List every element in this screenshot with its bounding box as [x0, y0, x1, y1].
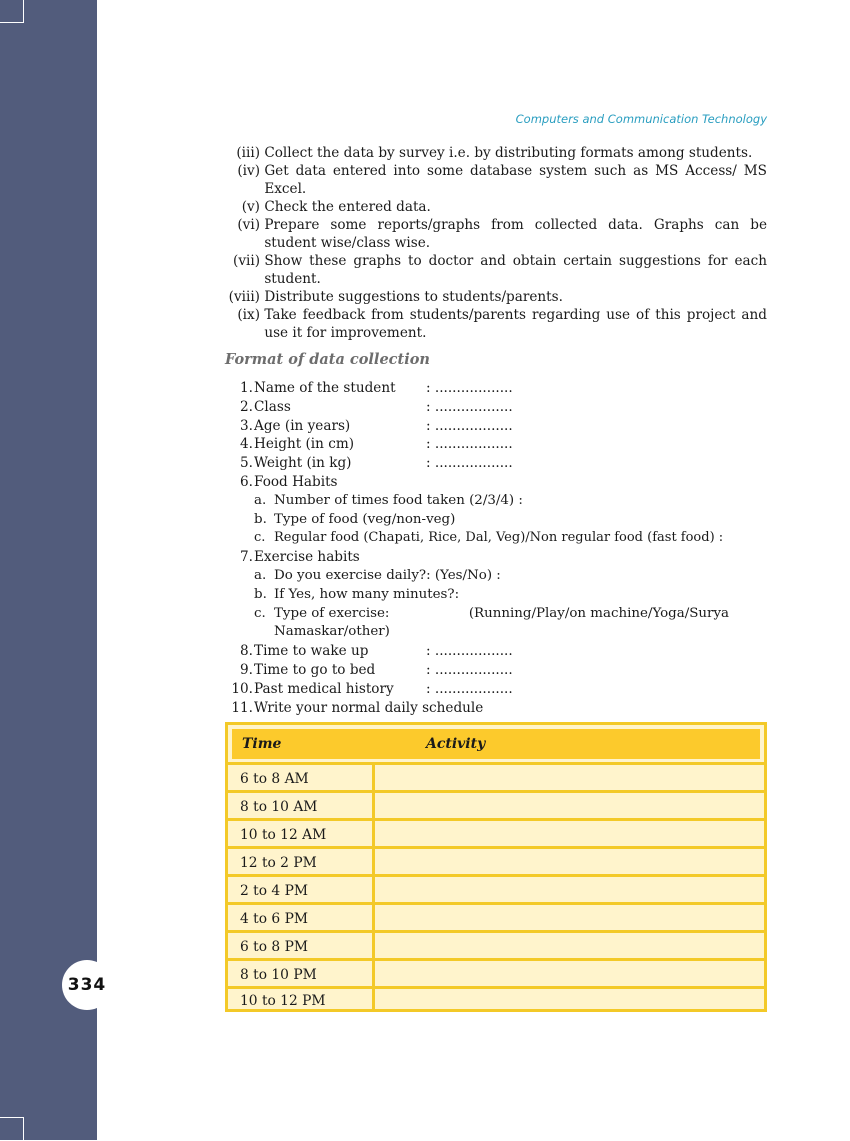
table-row [228, 902, 764, 933]
fill-blank: : .................. [426, 680, 513, 697]
form-row-food-habits: 6. Food Habits [227, 473, 772, 492]
form-label: Food Habits [254, 473, 338, 490]
section-heading: Format of data collection [225, 351, 430, 368]
activity-cell [375, 961, 764, 989]
activity-cell [375, 793, 764, 821]
table-row [228, 846, 764, 877]
fill-blank: : .................. [426, 661, 513, 678]
time-cell: 8 to 10 AM [228, 793, 375, 821]
form-subitem: b. Type of food (veg/non-veg) [254, 511, 456, 527]
page-number: 334 [62, 960, 112, 1010]
activity-cell [375, 989, 764, 1012]
time-cell: 10 to 12 PM [228, 989, 375, 1012]
form-label: Time to go to bed [254, 661, 376, 678]
activity-cell [375, 877, 764, 905]
table-row [228, 986, 764, 1012]
list-item: (vi) Prepare some reports/graphs from collected data. Graphs can be student wise/class wise. [237, 217, 767, 251]
time-cell: 6 to 8 AM [228, 765, 375, 793]
time-cell: 8 to 10 PM [228, 961, 375, 989]
form-subitem: b. If Yes, how many minutes?: [254, 586, 460, 602]
column-header-time: Time [242, 736, 282, 752]
time-cell: 4 to 6 PM [228, 905, 375, 933]
form-label: Height (in cm) [254, 436, 355, 453]
steps-list [225, 144, 767, 342]
fill-blank: : .................. [426, 643, 513, 660]
fill-blank: : .................. [426, 436, 513, 453]
fill-blank: : .................. [426, 417, 513, 434]
form-label: Weight (in kg) [254, 455, 352, 472]
form-row-name: 1. Name of the student : .................. [240, 380, 513, 396]
fill-blank: : .................. [426, 380, 513, 396]
fill-blank: : .................. [426, 455, 513, 472]
schedule-table [225, 722, 767, 1012]
table-row [228, 818, 764, 849]
list-item: (iv) Get data entered into some database system such as MS Access/ MS Excel. [237, 163, 767, 197]
table-row [228, 762, 764, 793]
time-cell: 12 to 2 PM [228, 849, 375, 877]
fill-blank: : .................. [426, 398, 513, 415]
form-subitem: a. Number of times food taken (2/3/4) : [254, 492, 523, 508]
form-row-daily-schedule: 11. Write your normal daily schedule [231, 699, 484, 716]
time-cell: 2 to 4 PM [228, 877, 375, 905]
list-item: (viii) Distribute suggestions to students/parents. [228, 289, 563, 305]
activity-cell [375, 765, 764, 793]
activity-cell [375, 849, 764, 877]
list-item: (v) Check the entered data. [241, 199, 431, 215]
column-header-activity: Activity [426, 736, 486, 752]
form-row-bed-time: 9. Time to go to bed : .................. [240, 661, 513, 678]
activity-cell [375, 933, 764, 961]
running-head: Computers and Communication Technology [515, 112, 767, 126]
form-label: Class [254, 398, 291, 415]
table-header [232, 729, 760, 759]
list-item: (vii) Show these graphs to doctor and obtain certain suggestions for each student. [233, 253, 767, 287]
activity-cell [375, 905, 764, 933]
table-row [228, 790, 764, 821]
form-subitem: c. Type of exercise: (Running/Play/on machine/Yoga/Surya [254, 605, 729, 621]
form-label: Exercise habits [254, 549, 360, 566]
crop-mark-top [0, 0, 24, 23]
form-row-exercise-habits: 7. Exercise habits [227, 548, 772, 567]
time-cell: 6 to 8 PM [228, 933, 375, 961]
form-row-wake-up: 8. Time to wake up : .................. [240, 643, 513, 660]
form-row-medical-history: 10. Past medical history : .................. [231, 680, 513, 697]
list-item: (iii) Collect the data by survey i.e. by distributing formats among students. [236, 145, 753, 161]
form-row-weight: 5. Weight (in kg) : .................. [240, 455, 513, 472]
table-row [228, 874, 764, 905]
form-subitem: c. Regular food (Chapati, Rice, Dal, Veg)/Non regular food (fast food) : [254, 530, 724, 546]
form-label: Write your normal daily schedule [254, 699, 484, 716]
form-row-class: 2. Class : .................. [240, 398, 513, 415]
form-label: Time to wake up [254, 643, 369, 660]
time-cell: 10 to 12 AM [228, 821, 375, 849]
form-label: Age (in years) [254, 417, 351, 434]
form-row-height: 4. Height (in cm) : .................. [240, 436, 513, 453]
table-row [228, 958, 764, 989]
crop-mark-bottom [0, 1117, 24, 1141]
form-label: Name of the student [254, 380, 396, 396]
form-label: Past medical history [254, 680, 394, 697]
data-collection-form [227, 379, 772, 717]
table-row [228, 930, 764, 961]
form-subitem: a. Do you exercise daily?: (Yes/No) : [254, 567, 501, 583]
activity-cell [375, 821, 764, 849]
form-row-age: 3. Age (in years) : .................. [240, 417, 513, 434]
list-item: (ix) Take feedback from students/parents regarding use of this project and use it for improvement. [237, 307, 767, 341]
form-subitem-continued: Namaskar/other) [274, 624, 390, 640]
